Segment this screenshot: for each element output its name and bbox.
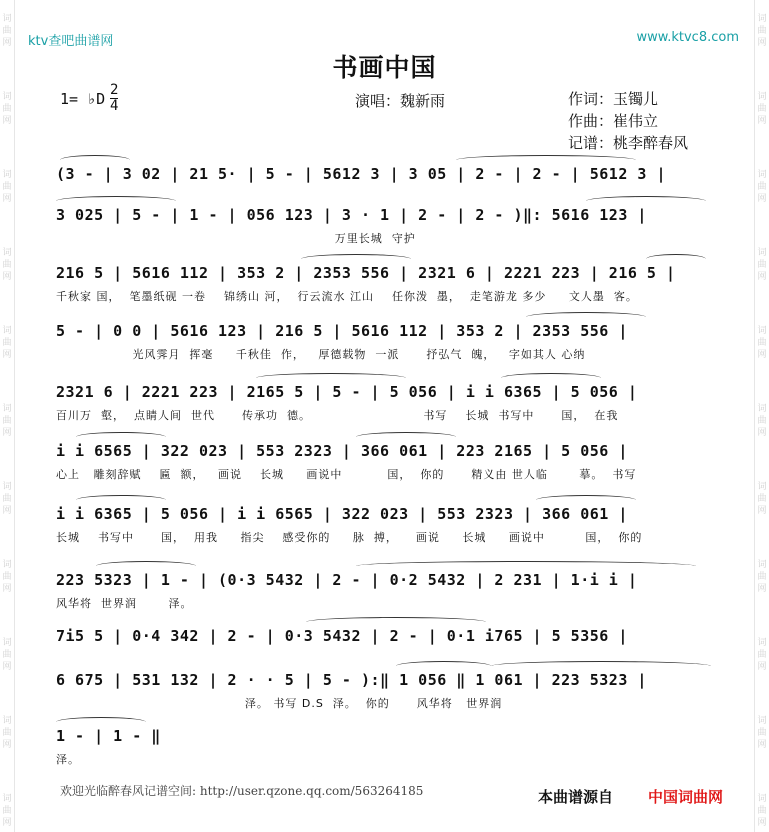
watermark-char: 词 bbox=[757, 248, 767, 258]
watermark-char: 词 bbox=[757, 560, 767, 570]
score-lyrics: 千秋家 国， 笔墨纸砚 一卷 锦绣山 河， 行云流水 江山 任你泼 墨， 走笔游龙 多少 文人墨 客。 bbox=[56, 290, 638, 303]
watermark-char: 词 bbox=[757, 638, 767, 648]
watermark-char: 网 bbox=[2, 584, 12, 594]
watermark-char: 曲 bbox=[2, 260, 12, 270]
watermark-char: 词 bbox=[757, 92, 767, 102]
watermark-char: 词 bbox=[2, 404, 12, 414]
composer-credit: 作曲：崔伟立 bbox=[568, 112, 659, 130]
watermark-char: 词 bbox=[757, 170, 767, 180]
score-notes: 1 - | 1 - ‖ bbox=[56, 727, 161, 745]
score-notes: (3 - | 3 02 | 21 5· | 5 - | 5612 3 | 3 05 | 2 - | 2 - | 5612 3 | bbox=[56, 165, 666, 183]
watermark-char: 网 bbox=[757, 272, 767, 282]
watermark-char: 网 bbox=[2, 662, 12, 672]
watermark-char: 网 bbox=[757, 506, 767, 516]
key-signature: 1= ♭D bbox=[60, 90, 106, 108]
watermark-char: 网 bbox=[757, 38, 767, 48]
score-notes: 7i5 5 | 0·4 342 | 2 - | 0·3 5432 | 2 - | 0·1 i765 | 5 5356 | bbox=[56, 627, 628, 645]
watermark-char: 网 bbox=[757, 350, 767, 360]
watermark-char: 词 bbox=[757, 326, 767, 336]
watermark-char: 曲 bbox=[2, 494, 12, 504]
watermark-char: 词 bbox=[2, 170, 12, 180]
watermark-char: 网 bbox=[757, 662, 767, 672]
score-notes: 223 5323 | 1 - | (0·3 5432 | 2 - | 0·2 5432 | 2 231 | 1·i i | bbox=[56, 571, 638, 589]
watermark-char: 曲 bbox=[757, 260, 767, 270]
watermark-char: 网 bbox=[2, 350, 12, 360]
watermark-char: 词 bbox=[757, 404, 767, 414]
score-notes: 216 5 | 5616 112 | 353 2 | 2353 556 | 2321 6 | 2221 223 | 216 5 | bbox=[56, 264, 676, 282]
footer-source-site: 中国词曲网 bbox=[648, 788, 724, 806]
watermark-char: 网 bbox=[757, 740, 767, 750]
score-notes: 5 - | 0 0 | 5616 123 | 216 5 | 5616 112 | 353 2 | 2353 556 | bbox=[56, 322, 628, 340]
watermark-char: 曲 bbox=[757, 728, 767, 738]
watermark-char: 网 bbox=[2, 272, 12, 282]
watermark-char: 网 bbox=[757, 584, 767, 594]
score-lyrics: 百川万 壑， 点睛人间 世代 传承功 德。 书写 长城 书写中 国， 在我 bbox=[56, 409, 619, 422]
watermark-char: 网 bbox=[2, 428, 12, 438]
watermark-char: 词 bbox=[2, 482, 12, 492]
watermark-char: 网 bbox=[757, 194, 767, 204]
watermark-char: 词 bbox=[757, 14, 767, 24]
score-notes: i i 6565 | 322 023 | 553 2323 | 366 061 | 223 2165 | 5 056 | bbox=[56, 442, 628, 460]
watermark-char: 词 bbox=[2, 638, 12, 648]
singer-credit: 演唱：魏新雨 bbox=[355, 92, 446, 110]
score-lyrics: 心上 雕刻辞赋 匾 额， 画说 长城 画说中 国， 你的 精义由 世人临 摹。 书写 bbox=[56, 468, 637, 481]
watermark-char: 曲 bbox=[757, 806, 767, 816]
watermark-char: 词 bbox=[2, 248, 12, 258]
watermark-char: 曲 bbox=[757, 416, 767, 426]
watermark-char: 词 bbox=[2, 794, 12, 804]
watermark-char: 曲 bbox=[757, 572, 767, 582]
watermark-char: 网 bbox=[2, 116, 12, 126]
watermark-char: 词 bbox=[2, 560, 12, 570]
watermark-char: 曲 bbox=[2, 728, 12, 738]
left-watermark-strip bbox=[0, 0, 15, 832]
watermark-char: 词 bbox=[2, 326, 12, 336]
watermark-char: 曲 bbox=[2, 572, 12, 582]
watermark-char: 曲 bbox=[757, 104, 767, 114]
watermark-char: 曲 bbox=[757, 338, 767, 348]
watermark-char: 曲 bbox=[2, 650, 12, 660]
score-lyrics: 泽。 书写 D.S 泽。 你的 风华将 世界润 bbox=[56, 697, 503, 710]
watermark-char: 词 bbox=[2, 92, 12, 102]
score-lyrics: 长城 书写中 国， 用我 指尖 感受你的 脉 搏， 画说 长城 画说中 国， 你的 bbox=[56, 531, 643, 544]
right-watermark-strip bbox=[754, 0, 769, 832]
watermark-char: 网 bbox=[2, 506, 12, 516]
watermark-char: 网 bbox=[2, 740, 12, 750]
lyricist-credit: 作词：玉镯儿 bbox=[568, 90, 659, 108]
watermark-char: 曲 bbox=[757, 650, 767, 660]
watermark-char: 网 bbox=[757, 818, 767, 828]
score-lyrics: 泽。 bbox=[56, 753, 80, 766]
watermark-char: 网 bbox=[757, 428, 767, 438]
watermark-char: 词 bbox=[757, 794, 767, 804]
watermark-char: 词 bbox=[757, 482, 767, 492]
watermark-char: 曲 bbox=[2, 338, 12, 348]
site-name-left: ktv查吧曲谱网 bbox=[28, 34, 114, 49]
score-lyrics: 光风霁月 挥毫 千秋佳 作， 厚德载物 一派 抒弘气 魄， 字如其人 心纳 bbox=[56, 348, 586, 361]
credits-block bbox=[568, 88, 688, 154]
score-notes: i i 6365 | 5 056 | i i 6565 | 322 023 | 553 2323 | 366 061 | bbox=[56, 505, 628, 523]
watermark-char: 网 bbox=[2, 38, 12, 48]
score-lyrics: 风华将 世界润 泽。 bbox=[56, 597, 193, 610]
song-title: 书画中国 bbox=[332, 53, 437, 82]
footer-source-label: 本曲谱源自 bbox=[538, 788, 614, 806]
watermark-char: 曲 bbox=[2, 26, 12, 36]
watermark-char: 网 bbox=[2, 818, 12, 828]
watermark-char: 曲 bbox=[2, 806, 12, 816]
watermark-char: 曲 bbox=[757, 182, 767, 192]
footer-url-text: 欢迎光临醉春风记谱空间: http://user.qzone.qq.com/563264185 bbox=[60, 784, 424, 798]
meter-top: 2 bbox=[110, 82, 119, 98]
score-notes: 3 025 | 5 - | 1 - | 056 123 | 3 · 1 | 2 - | 2 - )‖: 5616 123 | bbox=[56, 206, 647, 224]
time-signature bbox=[110, 84, 118, 113]
transcriber-credit: 记谱：桃李醉春风 bbox=[568, 134, 689, 152]
score-lyrics: 万里长城 守护 bbox=[56, 232, 416, 245]
watermark-char: 词 bbox=[2, 716, 12, 726]
watermark-char: 词 bbox=[757, 716, 767, 726]
watermark-char: 词 bbox=[2, 14, 12, 24]
watermark-char: 网 bbox=[2, 194, 12, 204]
score-notes: 2321 6 | 2221 223 | 2165 5 | 5 - | 5 056 | i i 6365 | 5 056 | bbox=[56, 383, 638, 401]
watermark-char: 曲 bbox=[757, 494, 767, 504]
score-notes: 6 675 | 531 132 | 2 · · 5 | 5 - ):‖ 1 056 ‖ 1 061 | 223 5323 | bbox=[56, 671, 647, 689]
site-url-right: www.ktvc8.com bbox=[636, 30, 739, 45]
watermark-char: 网 bbox=[757, 116, 767, 126]
meter-bottom: 4 bbox=[110, 98, 119, 114]
watermark-char: 曲 bbox=[757, 26, 767, 36]
watermark-char: 曲 bbox=[2, 104, 12, 114]
watermark-char: 曲 bbox=[2, 182, 12, 192]
watermark-char: 曲 bbox=[2, 416, 12, 426]
